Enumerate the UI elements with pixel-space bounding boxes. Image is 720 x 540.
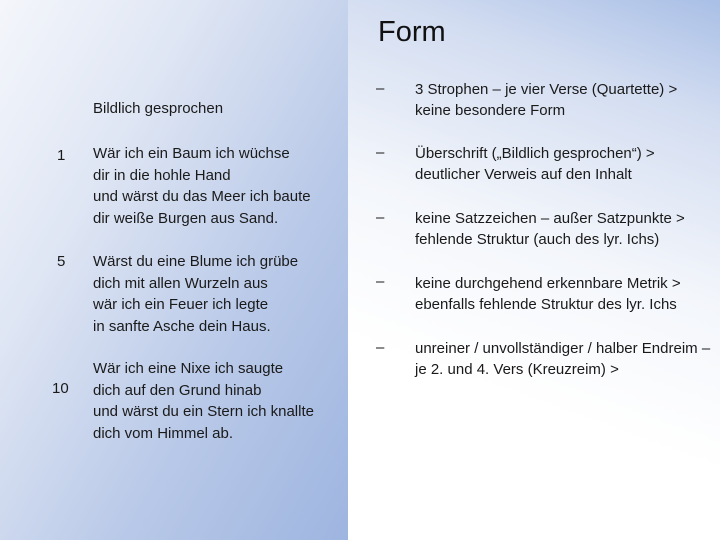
analysis-item: Überschrift („Bildlich gesprochen“) > deutlicher Verweis auf den Inhalt (415, 145, 655, 183)
line-number: 1 (57, 147, 66, 164)
poem-line: und wärst du das Meer ich baute (93, 188, 311, 206)
line-number: 10 (52, 380, 69, 397)
slide-title: Form (378, 16, 446, 48)
bullet-dash: – (376, 144, 385, 161)
poem-line: dich mit allen Wurzeln aus (93, 274, 268, 292)
poem-stanza (93, 251, 298, 338)
poem-line: dich auf den Grund hinab (93, 381, 262, 399)
bullet-dash: – (376, 273, 385, 290)
analysis-item: keine Satzzeichen – außer Satzpunkte > fehlende Struktur (auch des lyr. Ichs) (415, 210, 685, 248)
poem-line: wär ich ein Feuer ich legte (93, 296, 269, 314)
poem-line: in sanfte Asche dein Haus. (93, 318, 271, 336)
poem-line: dir in die hohle Hand (93, 166, 231, 184)
poem-stanza (93, 358, 314, 445)
poem-line: dich vom Himmel ab. (93, 425, 234, 443)
bullet-dash: – (376, 339, 385, 356)
analysis-item: 3 Strophen – je vier Verse (Quartette) > keine besondere Form (415, 81, 678, 119)
poem-line: Wär ich eine Nixe ich saugte (93, 360, 284, 377)
poem-stanza (93, 143, 311, 230)
poem-line: Wär ich ein Baum ich wüchse (93, 145, 290, 162)
analysis-item: keine durchgehend erkennbare Metrik > ebenfalls fehlende Struktur des lyr. Ichs (415, 275, 681, 313)
bullet-dash: – (376, 209, 385, 226)
poem-line: Wärst du eine Blume ich grübe (93, 253, 299, 270)
poem-line: und wärst du ein Stern ich knallte (93, 403, 314, 421)
bullet-dash: – (376, 80, 385, 97)
poem-line: dir weiße Burgen aus Sand. (93, 210, 279, 228)
analysis-item: unreiner / unvollständiger / halber Endreim – je 2. und 4. Vers (Kreuzreim) > (415, 340, 711, 378)
poem-title: Bildlich gesprochen (93, 100, 224, 117)
line-number: 5 (57, 253, 66, 270)
